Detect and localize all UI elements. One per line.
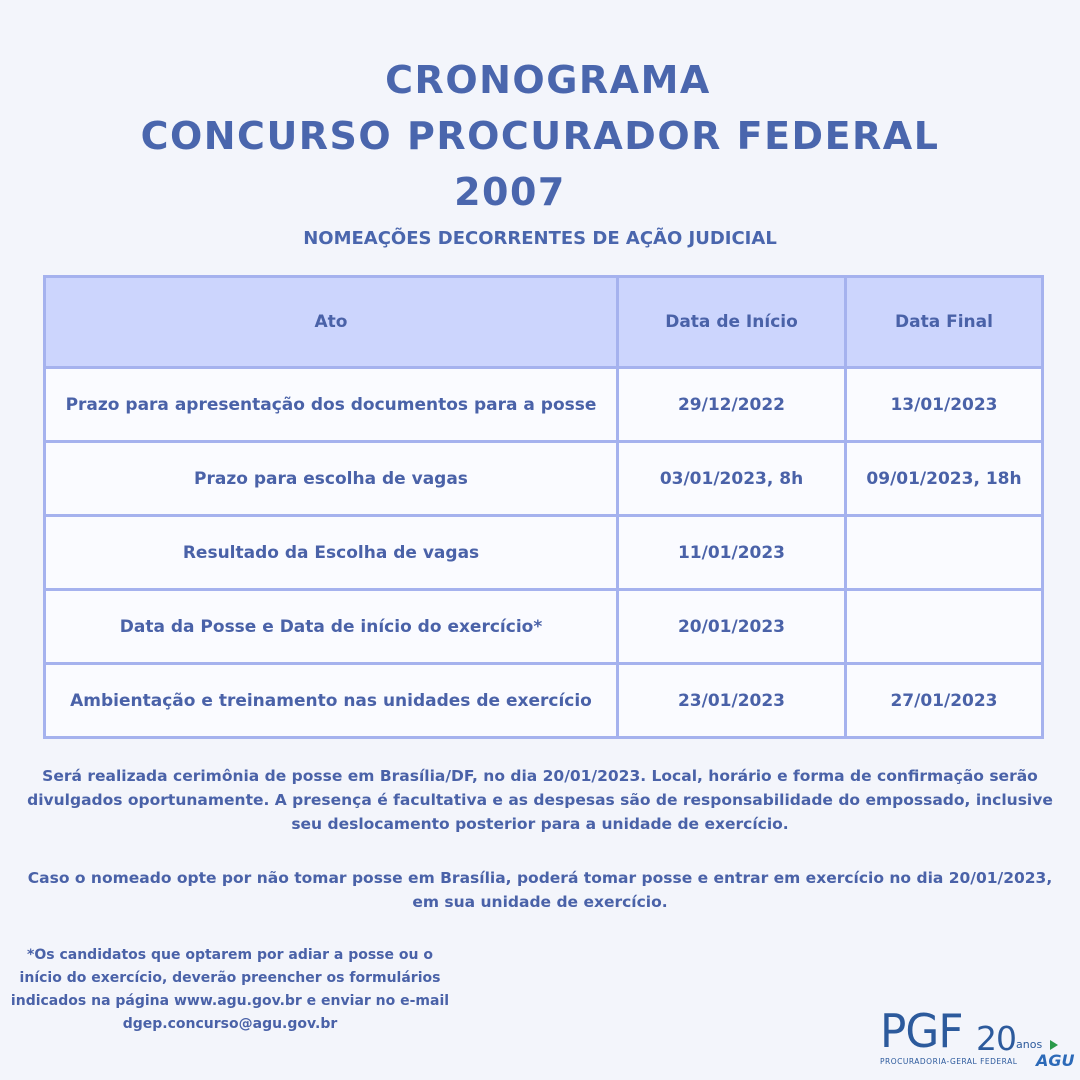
header-data-final: Data Final [846,277,1043,368]
arrow-icon [1050,1040,1058,1050]
title-line-1: CRONOGRAMA [385,58,711,102]
logo-pgf-text: PGF [880,1004,963,1058]
cell-data-inicio: 03/01/2023, 8h [618,442,846,516]
logo-subtitle: PROCURADORIA-GERAL FEDERAL [880,1057,1018,1066]
cell-ato: Prazo para apresentação dos documentos para a posse [45,368,618,442]
table-row [45,442,1043,516]
table-header-row [45,277,1043,368]
logo-anos-text: anos [1016,1038,1043,1051]
title-line-3: 2007 [454,170,566,214]
table-row [45,664,1043,738]
header-ato: Ato [45,277,618,368]
table-row [45,368,1043,442]
footnote: *Os candidatos que optarem por adiar a posse ou o início do exercício, deverão preencher os formulários indicados na página www.agu.gov.br e enviar no e-mail dgep.concurso@agu.gov.br [10,947,450,1032]
ceremony-paragraph: Será realizada cerimônia de posse em Brasília/DF, no dia 20/01/2023. Local, horário e forma de confirmação serão divulgados oportunamente. A presença é facultativa e as despesas são de responsabilidade do empossado, inclusive seu deslocamento posterior para a unidade de exercício. [27,767,1053,833]
table-row [45,516,1043,590]
table-row [45,590,1043,664]
cell-data-inicio: 23/01/2023 [618,664,846,738]
cell-data-final: 13/01/2023 [846,368,1043,442]
pgf-logo [880,1004,1075,1072]
cell-ato: Prazo para escolha de vagas [45,442,618,516]
alternative-posse-paragraph: Caso o nomeado opte por não tomar posse em Brasília, poderá tomar posse e entrar em exercício no dia 20/01/2023, em sua unidade de exercício. [27,869,1053,911]
logo-twenty-text: 20 [976,1019,1016,1058]
cell-ato: Data da Posse e Data de início do exercício* [45,590,618,664]
cell-data-inicio: 29/12/2022 [618,368,846,442]
cell-ato: Ambientação e treinamento nas unidades de exercício [45,664,618,738]
cell-data-final [846,516,1043,590]
schedule-table [43,275,1044,739]
logo-agu-text: AGU [1036,1051,1075,1070]
cell-data-inicio: 20/01/2023 [618,590,846,664]
title-line-2: CONCURSO PROCURADOR FEDERAL [140,114,940,158]
header-data-inicio: Data de Início [618,277,846,368]
subtitle: NOMEAÇÕES DECORRENTES DE AÇÃO JUDICIAL [303,228,777,249]
cell-ato: Resultado da Escolha de vagas [45,516,618,590]
cell-data-final [846,590,1043,664]
cell-data-final: 09/01/2023, 18h [846,442,1043,516]
cell-data-final: 27/01/2023 [846,664,1043,738]
cell-data-inicio: 11/01/2023 [618,516,846,590]
